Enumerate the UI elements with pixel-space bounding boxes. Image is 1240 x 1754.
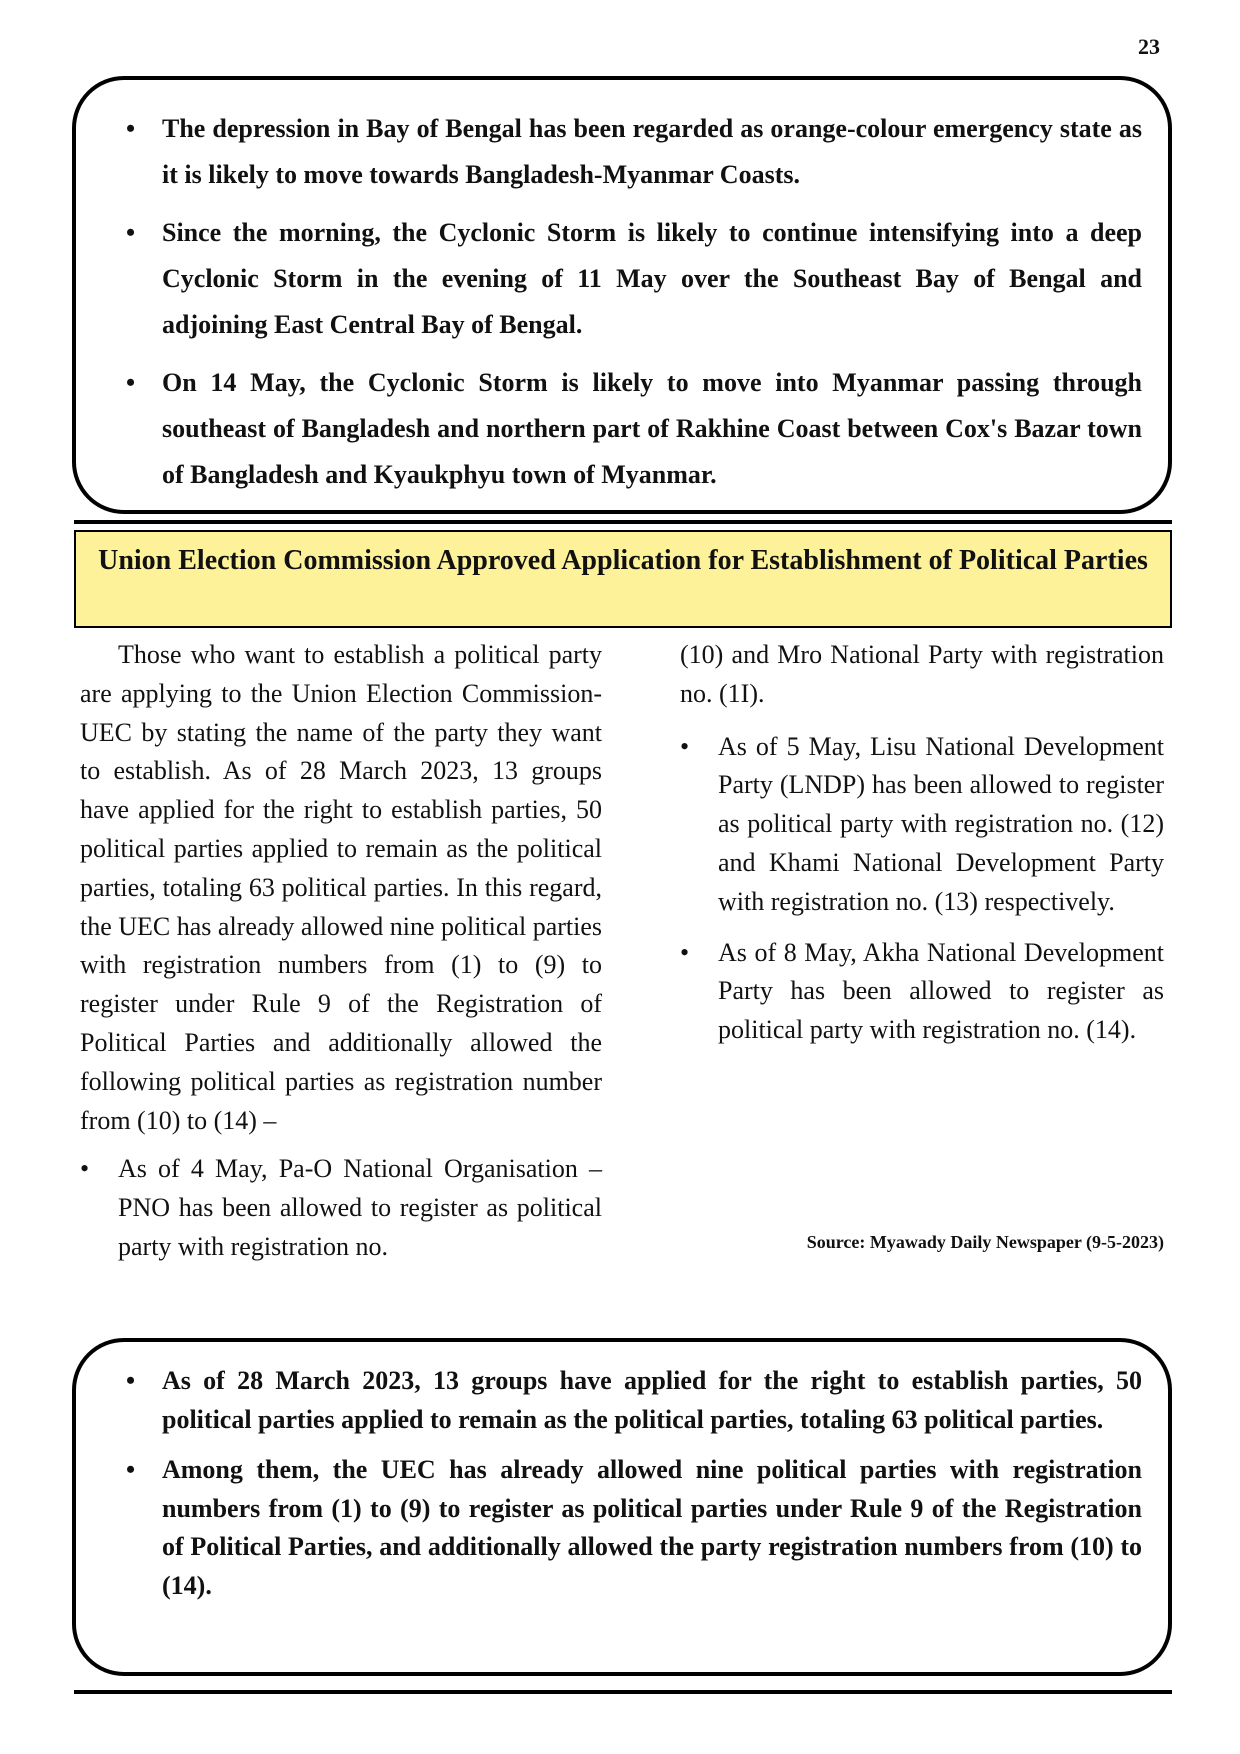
bullet-icon: • bbox=[126, 1455, 136, 1484]
summary-box-top bbox=[72, 76, 1172, 514]
list-item: • As of 8 May, Akha National Development Party has been allowed to register as political party with registration no. (14). bbox=[680, 934, 1164, 1050]
bullet-icon: • bbox=[126, 218, 136, 247]
list-item: • The depression in Bay of Bengal has been regarded as orange-colour emergency state as it is likely to move towards Bangladesh-Myanmar Coasts. bbox=[102, 106, 1142, 198]
page-footer-rule bbox=[74, 1690, 1172, 1694]
list-item: • Since the morning, the Cyclonic Storm is likely to continue intensifying into a deep Cyclonic Storm in the evening of 11 May over the Southeast Bay of Bengal and adjoining East Central Bay of Bengal. bbox=[102, 210, 1142, 348]
list-item: • As of 28 March 2023, 13 groups have applied for the right to establish parties, 50 political parties applied to remain as the political parties, totaling 63 political parties. bbox=[102, 1362, 1142, 1439]
bullet-icon: • bbox=[680, 731, 690, 761]
page-number: 23 bbox=[1138, 34, 1160, 59]
article-list bbox=[80, 1150, 602, 1266]
list-item: • Among them, the UEC has already allowed nine political parties with registration numbers from (1) to (9) to register as political parties under Rule 9 of the Registration of Political Parties, and additionally allowed the party registration numbers from (10) to (14). bbox=[102, 1451, 1142, 1605]
article-headline: Union Election Commission Approved Application for Establishment of Political Parties bbox=[74, 530, 1172, 628]
bullet-icon: • bbox=[126, 114, 136, 143]
bullet-icon: • bbox=[680, 937, 690, 967]
article-column-right bbox=[680, 636, 1164, 1062]
summary-list-bottom bbox=[102, 1362, 1142, 1605]
article-list-continuation: (10) and Mro National Party with registration no. (1I). bbox=[680, 640, 1164, 708]
article-intro: Those who want to establish a political party are applying to the Union Election Commission-UEC by stating the name of the party they want to establish. As of 28 March 2023, 13 groups have applied for the right to establish parties, 50 political parties applied to remain as the political parties, totaling 63 political parties. In this regard, the UEC has already allowed nine political parties with registration numbers from (1) to (9) to register under Rule 9 of the Registration of Political Parties and additionally allowed the following political parties as registration number from (10) to (14) – bbox=[80, 640, 602, 1135]
article-list-cont bbox=[680, 728, 1164, 1050]
source-citation: Source: Myawady Daily Newspaper (9-5-2023) bbox=[806, 1232, 1164, 1252]
bullet-icon: • bbox=[80, 1154, 90, 1184]
summary-list-top bbox=[102, 106, 1142, 498]
list-item: • As of 5 May, Lisu National Development Party (LNDP) has been allowed to register as political party with registration no. (12) and Khami National Development Party with registration no. (13) respectively. bbox=[680, 728, 1164, 922]
section-divider bbox=[74, 520, 1172, 524]
bullet-icon: • bbox=[126, 1366, 136, 1395]
summary-box-bottom bbox=[72, 1338, 1172, 1676]
list-item: • On 14 May, the Cyclonic Storm is likely to move into Myanmar passing through southeast of Bangladesh and northern part of Rakhine Coast between Cox's Bazar town of Bangladesh and Kyaukphyu town of Myanmar. bbox=[102, 360, 1142, 498]
list-item: • As of 4 May, Pa-O National Organisation – PNO has been allowed to register as political party with registration no. bbox=[80, 1150, 602, 1266]
article-column-left bbox=[80, 636, 602, 1279]
bullet-icon: • bbox=[126, 368, 136, 397]
